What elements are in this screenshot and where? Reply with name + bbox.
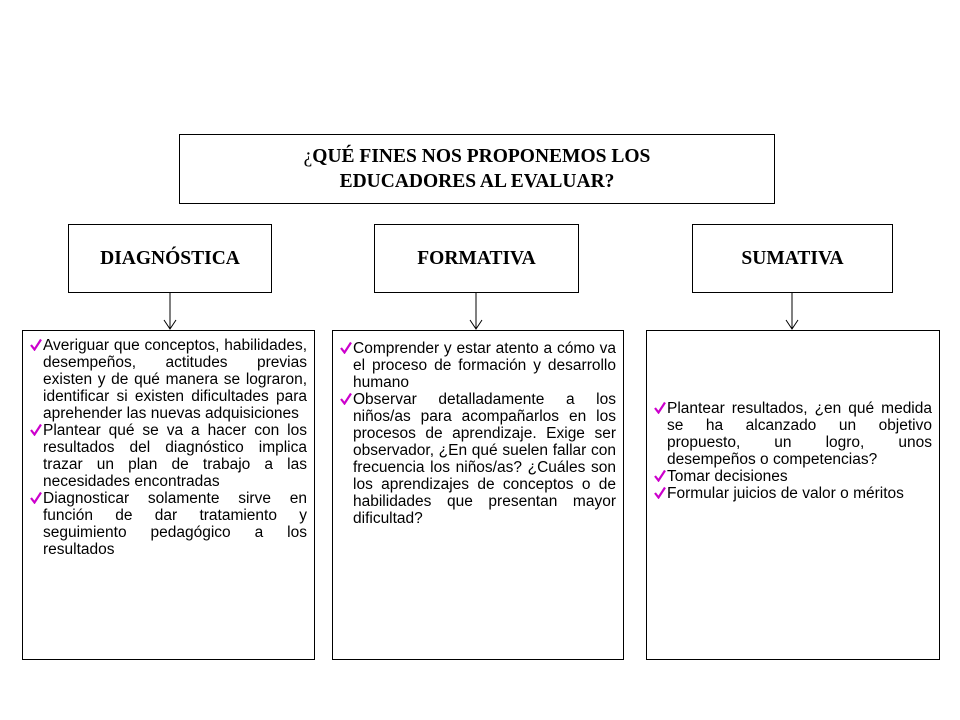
checkmark-icon	[30, 491, 42, 504]
formativa-list-box	[332, 330, 624, 660]
checkmark-icon	[340, 341, 352, 354]
list-item	[340, 340, 616, 391]
title-text	[237, 144, 717, 194]
title-box	[179, 134, 775, 204]
category-label: FORMATIVA	[417, 247, 536, 269]
checkmark-icon	[654, 469, 666, 482]
diagnostica-list-box	[22, 330, 315, 660]
list-item	[654, 485, 932, 502]
list-item-text: Formular juicios de valor o méritos	[667, 485, 904, 502]
checkmark-icon	[30, 338, 42, 351]
sumativa-list-box	[646, 330, 940, 660]
category-diagnostica	[68, 224, 272, 293]
checkmark-icon	[30, 423, 42, 436]
checkmark-icon	[654, 401, 666, 414]
list-item	[30, 337, 307, 422]
checkmark-icon	[340, 392, 352, 405]
list-item-text: Plantear qué se va a hacer con los resultados del diagnóstico implica trazar un plan de trabajo a las necesidades encontradas	[43, 422, 307, 490]
list-item	[654, 468, 932, 485]
arrow-down-icon	[786, 293, 798, 329]
list-item-text: Diagnosticar solamente sirve en función de dar tratamiento y seguimiento pedagógico a los resultados	[43, 490, 307, 558]
list-item-text: Tomar decisiones	[667, 468, 788, 485]
list-item-text: Plantear resultados, ¿en qué medida se ha alcanzado un objetivo propuesto, un logro, unos desempeños o competencias?	[667, 400, 932, 468]
list-item	[340, 391, 616, 527]
list-item-text: Comprender y estar atento a cómo va el proceso de formación y desarrollo humano	[353, 340, 616, 391]
list-item	[654, 400, 932, 468]
list-item-text: Observar detalladamente a los niños/as para acompañarlos en los procesos de aprendizaje. Exige ser observador, ¿En qué suelen fallar con frecuencia los niños/as? ¿Cuáles son los aprendizajes de conceptos o de habilidades que presentan mayor dificultad?	[353, 391, 616, 527]
list-item-text: Averiguar que conceptos, habilidades, desempeños, actitudes previas existen y de qué manera se lograron, identificar si existen dificultades para aprehender las nuevas adquisiciones	[43, 337, 307, 422]
checkmark-icon	[654, 486, 666, 499]
category-label: DIAGNÓSTICA	[100, 247, 240, 269]
category-formativa	[374, 224, 579, 293]
list-item	[30, 490, 307, 558]
title-question-mark: ¿	[303, 146, 313, 167]
title-label: QUÉ FINES NOS PROPONEMOS LOS EDUCADORES AL EVALUAR?	[312, 146, 651, 192]
arrow-down-icon	[470, 293, 482, 329]
category-sumativa	[692, 224, 893, 293]
arrow-down-icon	[164, 293, 176, 329]
category-label: SUMATIVA	[741, 247, 844, 269]
list-item	[30, 422, 307, 490]
